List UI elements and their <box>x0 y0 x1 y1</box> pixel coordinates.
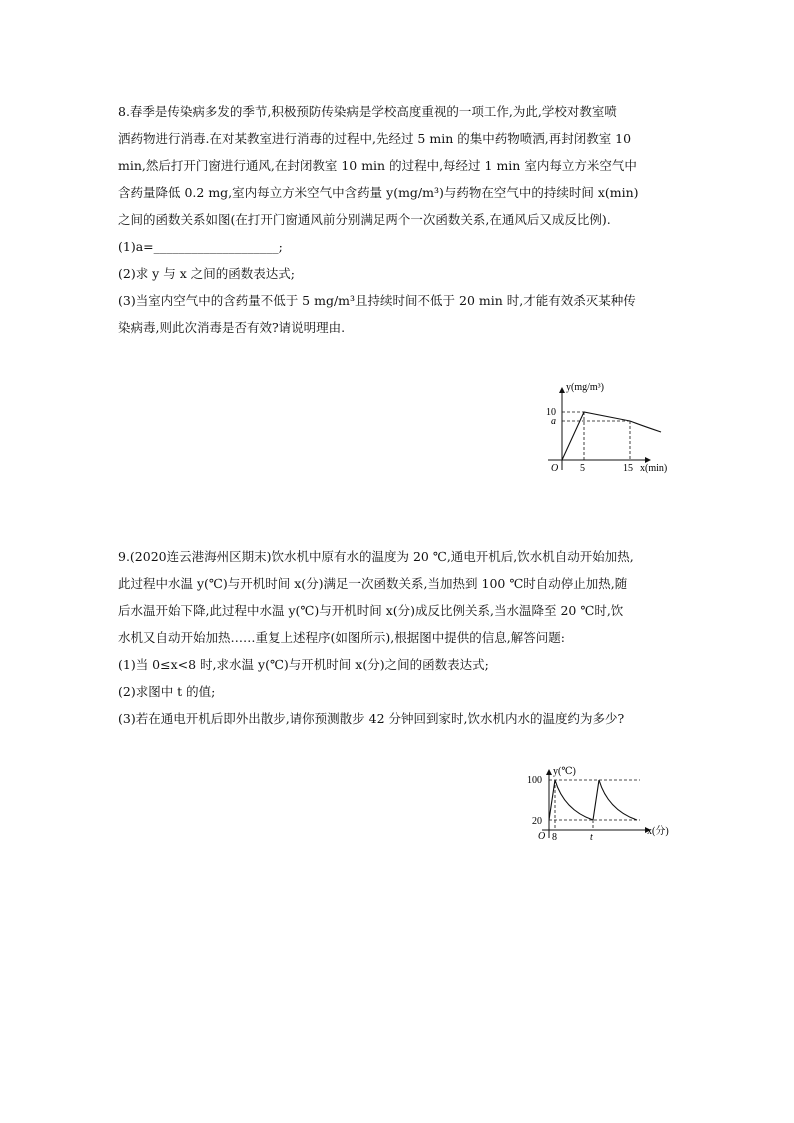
q9-tick-100: 100 <box>527 775 542 786</box>
q8-line-4: 含药量降低 0.2 mg,室内每立方米空气中含药量 y(mg/m³)与药物在空气中的持续时间 x(min) <box>118 185 639 200</box>
q8-graph-svg <box>538 378 688 478</box>
q9-origin: O <box>538 831 546 842</box>
q8-line-5: 之间的函数关系如图(在打开门窗通风前分别满足两个一次函数关系,在通风后又成反比例). <box>118 212 611 227</box>
q9-line-2: 此过程中水温 y(℃)与开机时间 x(分)满足一次函数关系,当加热到 100 ℃时自动停止加热,随 <box>118 576 628 591</box>
q9-part-1: (1)当 0≤x<8 时,求水温 y(℃)与开机时间 x(分)之间的函数表达式; <box>118 657 489 672</box>
q8-part-3-cont: 染病毒,则此次消毒是否有效?请说明理由. <box>118 320 346 335</box>
q9-heat-2 <box>593 780 599 820</box>
q9-tick-8: 8 <box>552 832 557 843</box>
q9-part-2: (2)求图中 t 的值; <box>118 684 216 699</box>
q9-tick-t: t <box>590 832 593 843</box>
q8-inverse-curve <box>630 421 661 432</box>
q9-cool-1 <box>555 780 593 820</box>
q8-part-1: (1)a=____________________; <box>118 239 283 254</box>
q9-graph-svg <box>522 762 692 848</box>
q9-y-label: y(℃) <box>553 766 576 777</box>
q9-part-3: (3)若在通电开机后即外出散步,请你预测散步 42 分钟回到家时,饮水机内水的温度约为多少? <box>118 711 625 726</box>
q8-tick-5: 5 <box>580 463 585 474</box>
q8-x-label: x(min) <box>640 463 668 474</box>
question-8 <box>118 98 678 341</box>
q8-tick-a: a <box>551 416 556 427</box>
question-9 <box>118 543 678 732</box>
q9-line-1: 9.(2020连云港海州区期末)饮水机中原有水的温度为 20 ℃,通电开机后,饮水机自动开始加热, <box>118 549 634 564</box>
q8-origin: O <box>551 463 559 474</box>
q9-line-3: 后水温开始下降,此过程中水温 y(℃)与开机时间 x(分)成反比例关系,当水温降至 20 ℃时,饮 <box>118 603 624 618</box>
q9-graph <box>522 762 692 848</box>
q8-line-3: min,然后打开门窗进行通风,在封闭教室 10 min 的过程中,每经过 1 min 室内每立方米空气中 <box>118 158 637 173</box>
q9-heat-1 <box>549 780 555 820</box>
q8-part-2: (2)求 y 与 x 之间的函数表达式; <box>118 266 295 281</box>
q8-y-label: y(mg/m³) <box>566 382 604 393</box>
q8-linear-segments <box>562 412 630 460</box>
q8-part-3: (3)当室内空气中的含药量不低于 5 mg/m³且持续时间不低于 20 min 时,才能有效杀灭某种传 <box>118 293 636 308</box>
q9-tick-20: 20 <box>532 816 542 827</box>
q9-cool-2 <box>599 780 637 820</box>
q9-line-4: 水机又自动开始加热……重复上述程序(如图所示),根据图中提供的信息,解答问题: <box>118 630 565 645</box>
q8-line-2: 洒药物进行消毒.在对某教室进行消毒的过程中,先经过 5 min 的集中药物喷洒,再封闭教室 10 <box>118 131 632 146</box>
q8-graph <box>538 378 688 478</box>
q8-line-1: 8.春季是传染病多发的季节,积极预防传染病是学校高度重视的一项工作,为此,学校对教室喷 <box>118 104 617 119</box>
q9-x-label: x(分) <box>647 826 669 837</box>
q8-tick-15: 15 <box>623 463 633 474</box>
q8-tick-10: 10 <box>546 407 556 418</box>
